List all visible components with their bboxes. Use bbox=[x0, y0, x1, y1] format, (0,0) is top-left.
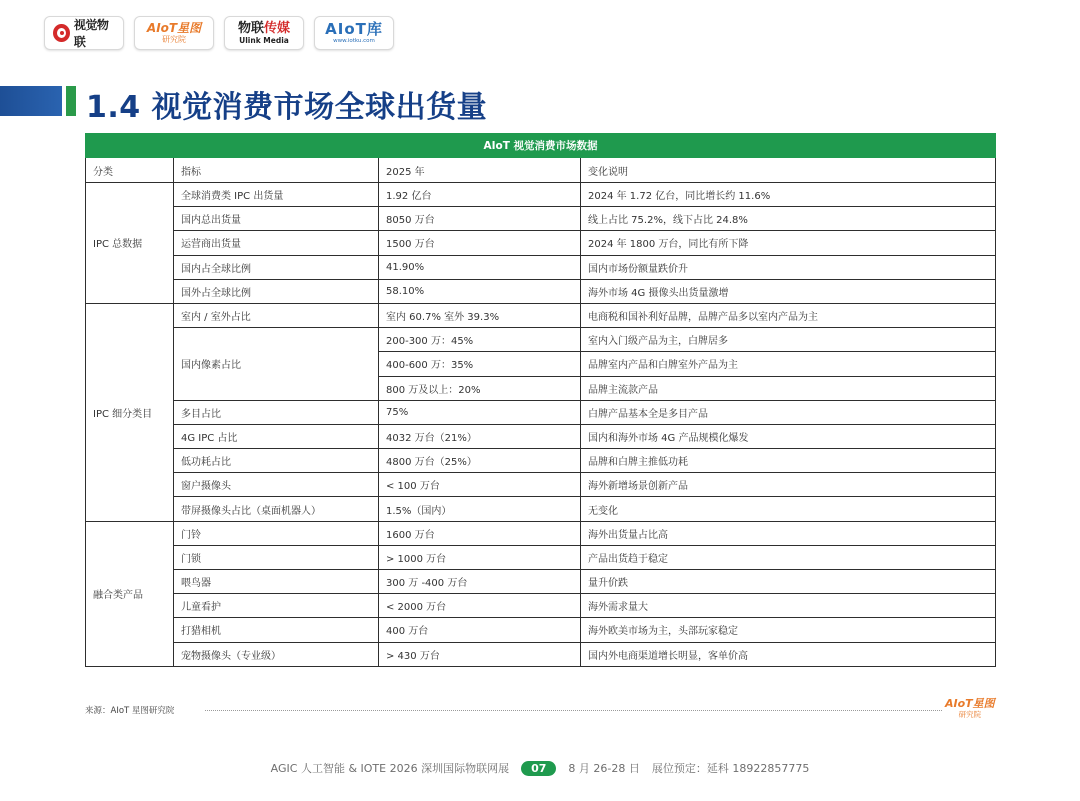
value-cell: 58.10% bbox=[379, 279, 581, 303]
indicator-cell: 多目占比 bbox=[174, 400, 379, 424]
page-number: 07 bbox=[521, 761, 556, 776]
partner-logos bbox=[44, 16, 394, 54]
logo-wulian-chuanmei bbox=[224, 16, 304, 50]
value-cell: 4032 万台（21%） bbox=[379, 424, 581, 448]
table-row bbox=[86, 183, 996, 207]
logo-aiot-xingtu bbox=[134, 16, 214, 50]
table-row bbox=[86, 207, 996, 231]
logo-text: 视觉物联 bbox=[73, 18, 109, 49]
category-cell: 融合类产品 bbox=[86, 521, 174, 666]
table-row bbox=[86, 618, 996, 642]
page-title: 1.4 视觉消费市场全球出货量 bbox=[86, 90, 488, 125]
table-header-row bbox=[86, 158, 996, 183]
divider bbox=[205, 710, 942, 711]
description-cell: 电商税和国补利好品牌，品牌产品多以室内产品为主 bbox=[581, 303, 996, 327]
table-row bbox=[86, 303, 996, 327]
logo-text: AIoT星图 bbox=[146, 21, 202, 35]
indicator-cell: 国内占全球比例 bbox=[174, 255, 379, 279]
header-description: 变化说明 bbox=[581, 158, 996, 183]
indicator-cell: 全球消费类 IPC 出货量 bbox=[174, 183, 379, 207]
description-cell: 海外需求量大 bbox=[581, 594, 996, 618]
table-row bbox=[86, 497, 996, 521]
table-row bbox=[86, 545, 996, 569]
logo-subtext: 研究院 bbox=[958, 710, 982, 719]
description-cell: 品牌室内产品和白牌室外产品为主 bbox=[581, 352, 996, 376]
table-caption: AIoT 视觉消费市场数据 bbox=[86, 134, 996, 158]
value-cell: 8050 万台 bbox=[379, 207, 581, 231]
table-row bbox=[86, 473, 996, 497]
footer-logo bbox=[945, 698, 995, 719]
description-cell: 海外新增场景创新产品 bbox=[581, 473, 996, 497]
footer-event: AGIC 人工智能 & IOTE 2026 深圳国际物联网展 bbox=[270, 762, 510, 775]
logo-subtext: www.iotku.com bbox=[333, 37, 375, 44]
value-cell: 400 万台 bbox=[379, 618, 581, 642]
indicator-cell: 国内总出货量 bbox=[174, 207, 379, 231]
title-accent-bar bbox=[0, 86, 62, 116]
header-category: 分类 bbox=[86, 158, 174, 183]
category-cell: IPC 总数据 bbox=[86, 183, 174, 304]
indicator-cell: 带屏摄像头占比（桌面机器人） bbox=[174, 497, 379, 521]
table-row bbox=[86, 642, 996, 666]
indicator-cell: 4G IPC 占比 bbox=[174, 424, 379, 448]
table-row bbox=[86, 449, 996, 473]
value-cell: > 430 万台 bbox=[379, 642, 581, 666]
description-cell: 量升价跌 bbox=[581, 570, 996, 594]
value-cell: 200-300 万：45% bbox=[379, 328, 581, 352]
indicator-cell: 国外占全球比例 bbox=[174, 279, 379, 303]
source-note: 来源：AIoT 星图研究院 bbox=[85, 706, 175, 716]
description-cell: 海外出货量占比高 bbox=[581, 521, 996, 545]
indicator-cell: 打猎相机 bbox=[174, 618, 379, 642]
value-cell: 1.5%（国内） bbox=[379, 497, 581, 521]
description-cell: 国内市场份额量跌价升 bbox=[581, 255, 996, 279]
indicator-cell: 运营商出货量 bbox=[174, 231, 379, 255]
indicator-cell: 门铃 bbox=[174, 521, 379, 545]
header-year: 2025 年 bbox=[379, 158, 581, 183]
description-cell: 室内入门级产品为主，白牌居多 bbox=[581, 328, 996, 352]
title-accent-mark bbox=[66, 86, 76, 116]
indicator-cell: 宠物摄像头（专业级） bbox=[174, 642, 379, 666]
table-row bbox=[86, 570, 996, 594]
description-cell: 产品出货趋于稳定 bbox=[581, 545, 996, 569]
indicator-cell: 窗户摄像头 bbox=[174, 473, 379, 497]
logo-shijue-wulian bbox=[44, 16, 124, 50]
indicator-cell: 门锁 bbox=[174, 545, 379, 569]
description-cell: 白牌产品基本全是多目产品 bbox=[581, 400, 996, 424]
category-cell: IPC 细分类目 bbox=[86, 303, 174, 521]
value-cell: 1500 万台 bbox=[379, 231, 581, 255]
logo-text: AIoT星图 bbox=[945, 697, 995, 710]
value-cell: < 2000 万台 bbox=[379, 594, 581, 618]
description-cell: 国内外电商渠道增长明显，客单价高 bbox=[581, 642, 996, 666]
header-indicator: 指标 bbox=[174, 158, 379, 183]
table-row bbox=[86, 328, 996, 352]
table-row bbox=[86, 594, 996, 618]
table-row bbox=[86, 255, 996, 279]
logo-text: AIoT库 bbox=[325, 19, 383, 38]
description-cell: 2024 年 1.72 亿台，同比增长约 11.6% bbox=[581, 183, 996, 207]
market-data-table bbox=[85, 133, 996, 667]
description-cell: 线上占比 75.2%，线下占比 24.8% bbox=[581, 207, 996, 231]
indicator-cell: 低功耗占比 bbox=[174, 449, 379, 473]
logo-subtext: 研究院 bbox=[162, 35, 186, 44]
indicator-cell: 室内 / 室外占比 bbox=[174, 303, 379, 327]
table-row bbox=[86, 424, 996, 448]
description-cell: 品牌主流款产品 bbox=[581, 376, 996, 400]
value-cell: 75% bbox=[379, 400, 581, 424]
page-footer bbox=[0, 760, 1080, 776]
description-cell: 品牌和白牌主推低功耗 bbox=[581, 449, 996, 473]
eye-logo-icon bbox=[53, 24, 70, 42]
indicator-cell: 国内像素占比 bbox=[174, 328, 379, 401]
value-cell: 41.90% bbox=[379, 255, 581, 279]
value-cell: 1.92 亿台 bbox=[379, 183, 581, 207]
description-cell: 无变化 bbox=[581, 497, 996, 521]
indicator-cell: 儿童看护 bbox=[174, 594, 379, 618]
description-cell: 国内和海外市场 4G 产品规模化爆发 bbox=[581, 424, 996, 448]
value-cell: 800 万及以上：20% bbox=[379, 376, 581, 400]
table-row bbox=[86, 231, 996, 255]
logo-subtext: Ulink Media bbox=[239, 35, 289, 45]
description-cell: 海外欧美市场为主，头部玩家稳定 bbox=[581, 618, 996, 642]
logo-aiot-ku bbox=[314, 16, 394, 50]
table-row bbox=[86, 400, 996, 424]
value-cell: 4800 万台（25%） bbox=[379, 449, 581, 473]
value-cell: < 100 万台 bbox=[379, 473, 581, 497]
value-cell: 室内 60.7% 室外 39.3% bbox=[379, 303, 581, 327]
table-row bbox=[86, 521, 996, 545]
value-cell: > 1000 万台 bbox=[379, 545, 581, 569]
value-cell: 1600 万台 bbox=[379, 521, 581, 545]
logo-text: 物联传媒 bbox=[237, 20, 291, 36]
indicator-cell: 喂鸟器 bbox=[174, 570, 379, 594]
table-row bbox=[86, 279, 996, 303]
value-cell: 400-600 万：35% bbox=[379, 352, 581, 376]
footer-booking: 展位预定：延科 18922857775 bbox=[651, 762, 810, 775]
description-cell: 2024 年 1800 万台，同比有所下降 bbox=[581, 231, 996, 255]
value-cell: 300 万 -400 万台 bbox=[379, 570, 581, 594]
description-cell: 海外市场 4G 摄像头出货量激增 bbox=[581, 279, 996, 303]
footer-date: 8 月 26-28 日 bbox=[568, 762, 640, 775]
